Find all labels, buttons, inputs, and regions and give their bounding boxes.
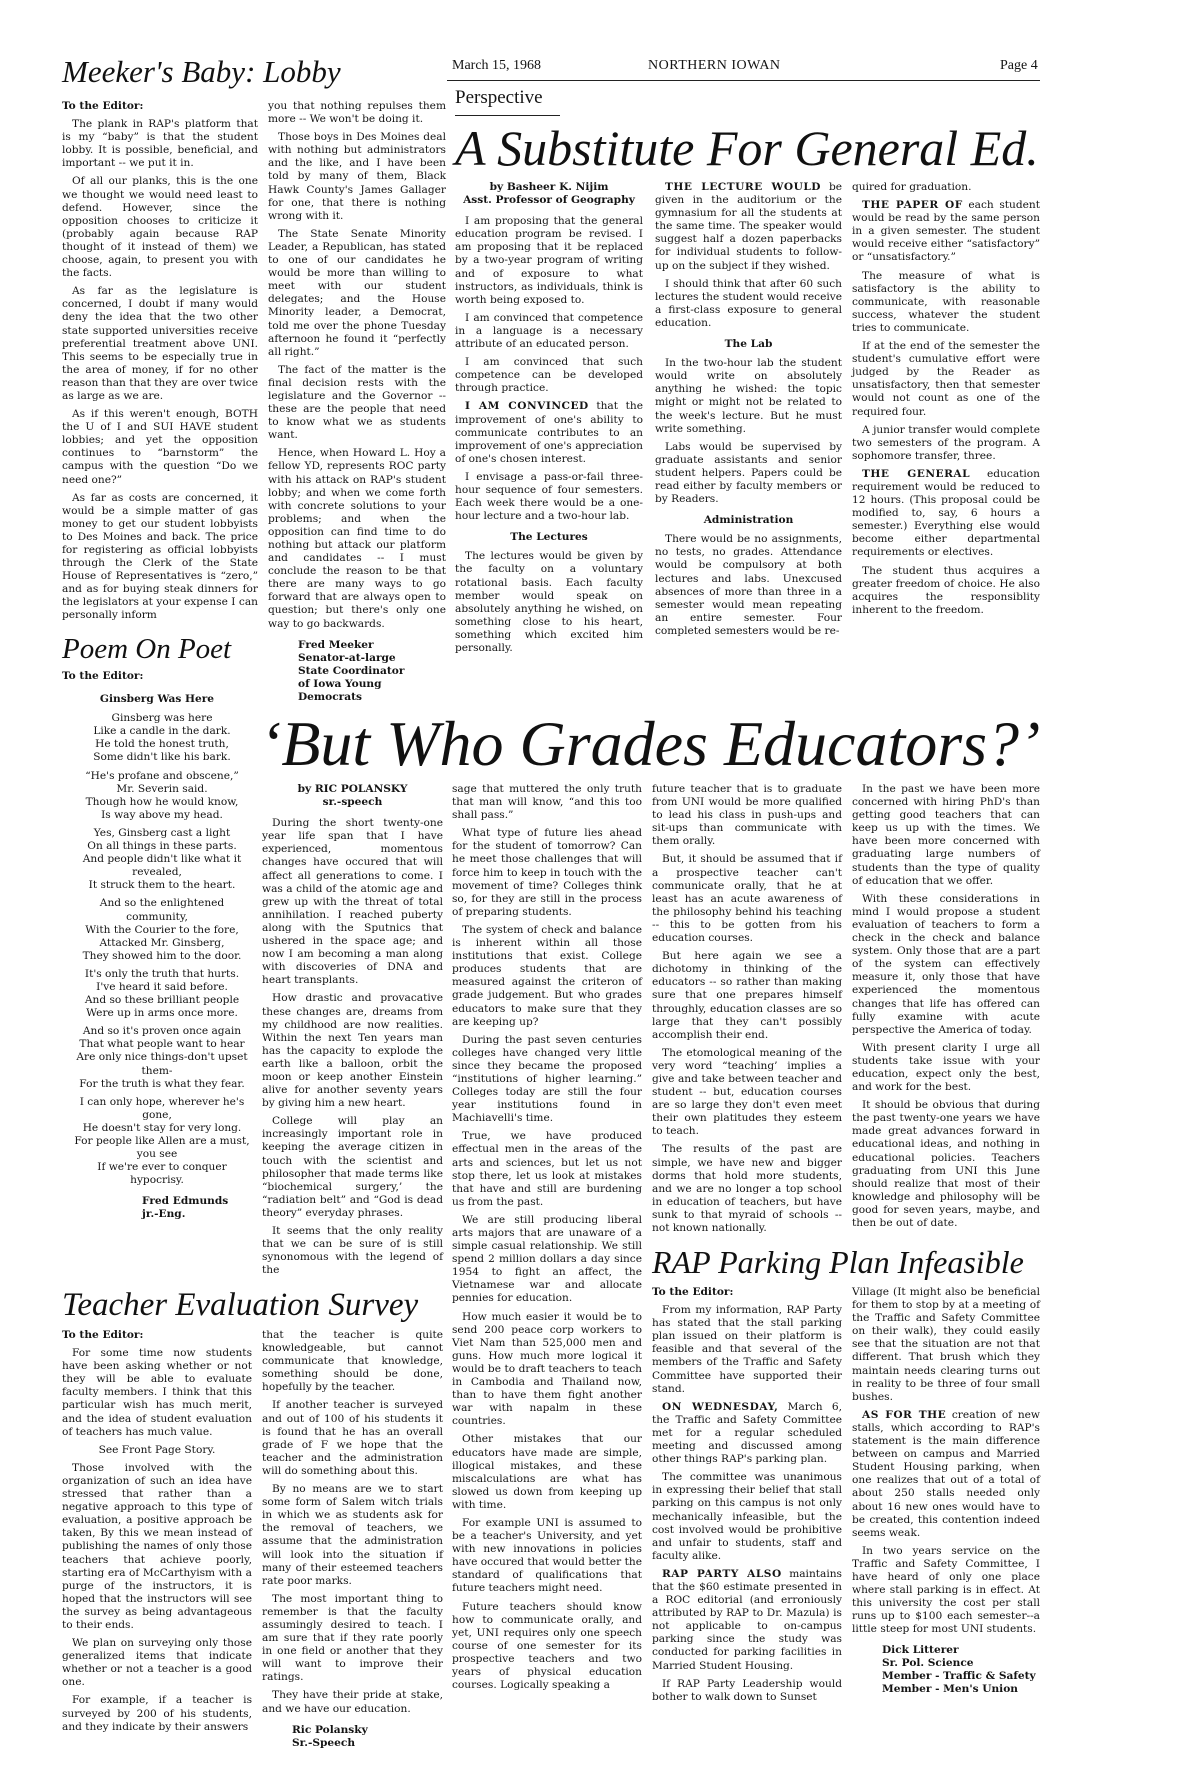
paragraph	[652, 1401, 842, 1466]
paragraph-text: be given in the auditorium or the gymnasium for all the students at the same time. The speaker would suggest half a dozen paperbacks for individual students to follow-up on the subject if they wished.	[655, 181, 842, 272]
poem-stanzas	[62, 712, 252, 1187]
poem-line: For people like Allen are a must, you see	[74, 1135, 250, 1161]
paragraph: If at the end of the semester the student's cumulative effort were judged by the Reader as unsatisfactory, then that semester would not count as one of the required four.	[852, 340, 1040, 418]
grades-column-1	[262, 783, 443, 1282]
paragraph-continued: Village (It might also be beneficial for them to stop by at a meeting of the Traffic and Safety Committee on their walk), they could easily see that the situation are not that different. That brush which they maintain needs clearing turns out in reality to be three of four small bushes.	[852, 1286, 1040, 1403]
poem-line: Like a candle in the dark.	[93, 725, 231, 738]
paragraph-text: creation of new stalls, which according to RAP's statement is the main difference between on campus and Married Student Housing parking, when one realizes that out of a total of about 250 stalls needed only about 16 new ones would have to be created, this contention indeed seems weak.	[852, 1408, 1040, 1539]
substitute-column-3	[852, 181, 1040, 622]
paragraph: In the past we have been more concerned with hiring PhD's than getting good teachers that can keep us up with the times. We have been more concerned with graduating large numbers of students than the type of quality of education that we offer.	[852, 783, 1040, 887]
paragraph: The etomological meaning of the very word “teaching’ implies a give and take between teacher and student -- but, education courses are so large they don't even meet their own platitudes they esteem to teach.	[652, 1046, 842, 1138]
paragraph-lead-in: THE GENERAL	[862, 467, 971, 480]
poem-stanza	[62, 968, 252, 1020]
substitute-column-1	[455, 181, 643, 660]
poem-line: Ginsberg was here	[111, 712, 213, 725]
paragraph-text: that the improvement of one's ability to communicate contributes to an improvement of one's appreciation of one's chosen interest.	[455, 400, 643, 465]
poem-stanza	[62, 1096, 252, 1188]
byline-line: by RIC POLANSKY	[297, 783, 408, 795]
poem-column	[62, 670, 252, 1221]
paragraph: During the short twenty-one year life span that I have experienced, momentous changes have occured that will affect all generations to come. I was a child of the atomic age and grew up with the threat of total annihilation. I reached puberty along with the Sputnics that ushered in the space age; and now I am becoming a man along with discoveries of DNA and heart transplants.	[262, 817, 443, 987]
paragraph: The fact of the matter is the final decision rests with the legislature and the Governor -- these are the people that need to know what we as students want.	[268, 363, 446, 442]
page-number: Page 4	[1000, 58, 1038, 73]
parking-column-2	[852, 1286, 1040, 1696]
meeker-column-2	[268, 100, 446, 704]
byline-line: Asst. Professor of Geography	[463, 194, 635, 207]
paragraph: I am convinced that such competence can be developed through practice.	[455, 356, 643, 395]
paragraph-lead-in: I AM CONVINCED	[465, 400, 589, 413]
substitute-headline: A Substitute For General Ed.	[455, 120, 1039, 176]
parking-column-1	[652, 1286, 842, 1709]
paragraph-continued: sage that muttered the only truth that man will know, “and this too shall pass.”	[452, 783, 642, 822]
paragraph: If RAP Party Leadership would bother to walk down to Sunset	[652, 1677, 842, 1703]
paragraph: They have their pride at stake, and we have our education.	[262, 1689, 443, 1715]
paragraph: In two years service on the Traffic and Safety Committee, I have heard of only one place where stall parking is in effect. At this university the cost per stall runs up to $100 each semester--a little steep for most UNI students.	[852, 1544, 1040, 1636]
poem-line: With the Courier to the fore,	[85, 923, 239, 936]
signature	[852, 1644, 1040, 1696]
paragraph: The State Senate Minority Leader, a Republican, has stated to one of our candidates he would be more than willing to meet with our student delegates; and the House Minority leader, a Democrat, told me over the phone Tuesday afternoon he found it “perfectly all right.”	[268, 227, 446, 358]
meeker-headline: Meeker's Baby: Lobby	[62, 54, 341, 89]
paragraph	[652, 1568, 842, 1673]
paragraph: In the two-hour lab the student would write on absolutely anything he wished: the topic might or might not be related to the week's lecture. But he must write something.	[655, 357, 842, 435]
poem-line: On all things in these parts.	[87, 840, 237, 853]
newspaper-name: NORTHERN IOWAN	[648, 58, 781, 73]
paragraph: It seems that the only reality that we can be sure of is still synonomous with the legend of the	[262, 1225, 443, 1277]
poem-signature	[62, 1195, 252, 1221]
grades-headline: ‘But Who Grades Educators?’	[260, 708, 1041, 779]
paragraph: The most important thing to remember is that the faculty assumingly desired to teach. I am sure that if they rate poorly in one field or another that they will want to improve their ratings.	[262, 1592, 443, 1684]
poem-line: Are only nice things-don't upset them-	[76, 1051, 248, 1077]
paragraph: Other mistakes that our educators have made are simple, illogical mistakes, and these miscalculations are what has slowed us down from keeping up with time.	[452, 1433, 642, 1511]
to-the-editor-label: To the Editor:	[652, 1286, 734, 1298]
paragraph: College will play an increasingly important role in keeping the average citizen in touch with the scientist and philosopher that made terms like “biochemical surgery,’ the “radiation belt” and “God is dead theory” everyday phrases.	[262, 1115, 443, 1219]
paragraph-lead-in: ON WEDNESDAY,	[662, 1400, 779, 1413]
poem-stanza	[62, 1025, 252, 1090]
subheading: The Lectures	[510, 531, 588, 544]
paragraph: It should be obvious that during the past twenty-one years we have made great advances forward in educational ideas, and nothing in educational policies. Teachers graduating from UNI this June should realize that most of their knowledge and philosophy will be good for seven years, maybe, and then be out of date.	[852, 1099, 1040, 1229]
paragraph-text: maintains that the $60 estimate presented in a ROC editorial (and erroniously attributed by RAP to Dr. Mazula) is not applicable to on-campus parking since the study was conducted for parking facilities in Married Student Housing.	[652, 1567, 842, 1672]
paragraph-lead-in: THE LECTURE WOULD	[665, 181, 821, 193]
centered-note: See Front Page Story.	[98, 1443, 216, 1456]
meeker-column-1	[62, 100, 258, 628]
paragraph	[852, 1409, 1040, 1540]
paragraph-continued: you that nothing repulses them more -- We won't be doing it.	[268, 100, 446, 126]
substitute-column-2	[655, 181, 842, 643]
paragraph: There would be no assignments, no tests, no grades. Attendance would be compulsory at both lectures and labs. Unexcused absences of more than three in a semester would mean repeating an entire semester. Four completed semesters would be re-	[655, 533, 842, 637]
poem-stanza	[62, 712, 252, 764]
paragraph	[655, 181, 842, 273]
poem-line: And so the enlightened community,	[99, 897, 225, 923]
paragraph: Labs would be supervised by graduate assistants and senior student helpers. Papers could be read either by faculty members or by Readers.	[655, 440, 842, 506]
paragraph-continued: quired for graduation.	[852, 181, 972, 193]
paragraph	[455, 400, 643, 465]
grades-column-4	[852, 783, 1040, 1235]
signature-line: Senator-at-large	[298, 651, 396, 664]
survey-column-2	[262, 1329, 443, 1750]
paragraph-text: March 6, the Traffic and Safety Committee met for a regular scheduled meeting and discussed among other things RAP's parking plan.	[652, 1400, 842, 1466]
paragraph: I should think that after 60 such lectures the student would receive a first-class exposure to general education.	[655, 277, 842, 329]
signature-line: Fred Edmunds	[142, 1195, 229, 1208]
paragraph: I envisage a pass-or-fail three-hour sequence of four semesters. Each week there would be a one-hour lecture and a two-hour lab.	[455, 470, 643, 523]
poem-title: Ginsberg Was Here	[99, 693, 215, 706]
signature-line: Sr. Pol. Science	[882, 1657, 974, 1670]
to-the-editor-label: To the Editor:	[62, 100, 144, 112]
signature-line: Dick Litterer	[882, 1644, 959, 1657]
paragraph: A junior transfer would complete two semesters of the program. A sophomore transfer, three.	[852, 423, 1040, 462]
signature	[262, 1724, 443, 1750]
paragraph: Those boys in Des Moines deal with nothing but administrators and the like, and I have been told by many of them, Black Hawk County's James Gallager for one, that there is nothing wrong with it.	[268, 131, 446, 222]
signature-line: State Coordinator	[298, 664, 405, 677]
byline-line: sr.-speech	[322, 796, 383, 809]
byline	[262, 783, 443, 809]
survey-column-1	[62, 1329, 252, 1739]
poem-line: And so it's proven once again	[82, 1025, 242, 1038]
poem-line: Some didn't like his bark.	[93, 751, 231, 764]
poem-line: He doesn't stay for very long.	[82, 1121, 242, 1134]
to-the-editor-label: To the Editor:	[62, 670, 144, 682]
paragraph: I am convinced that competence in a language is a necessary attribute of an educated person.	[455, 311, 643, 351]
paragraph: Hence, when Howard L. Hoy a fellow YD, represents ROC party with his attack on RAP's student lobby; and when we come forth with concrete solutions to your problems; and when the opposition can find time to do nothing but attack our platform and candidates -- I must conclude the reason to be that there are many ways to go forward that are always open to question; but there's only one way to go backwards.	[268, 447, 446, 630]
poem-line: It struck them to the heart.	[88, 879, 236, 892]
poem-line: And people didn't like what it revealed,	[82, 853, 242, 879]
paragraph: By no means are we to start some form of Salem witch trials in which we as students ask for the removal of teachers, we assume that the administration will look into the situation if many of their esteemed teachers rate poor marks.	[262, 1483, 443, 1587]
signature-line: Member - Traffic & Safety	[882, 1670, 1036, 1683]
section-rule	[455, 115, 560, 116]
poem-line: They showed him to the door.	[82, 949, 242, 962]
poem-stanza	[62, 827, 252, 892]
paragraph: We plan on surveying only those generalized items that indicate whether or not a teacher is a good one.	[62, 1637, 252, 1689]
paragraph: If another teacher is surveyed and out of 100 of his students it is found that he has an overall grade of F we hope that the teacher and the administration will do something about this.	[262, 1399, 443, 1477]
paragraph: The results of the past are simple, we have new and bigger dorms that hold more students, and we are no longer a top school in education of teachers, but have sunk to that myraid of schools -- not known nationally.	[652, 1143, 842, 1234]
paragraph	[852, 199, 1040, 264]
poem-line: Were up in arms once more.	[86, 1007, 238, 1020]
poem-line: I've heard it said before.	[96, 980, 228, 993]
poem-line: That what people want to hear	[79, 1038, 245, 1051]
paragraph: For some time now students have been asking whether or not they will be able to evaluate faculty members. I think that this particular wish has much merit, and the idea of student evaluation of teachers has much value.	[62, 1347, 252, 1438]
paragraph	[852, 468, 1040, 560]
paragraph: Future teachers should know how to communicate orally, and yet, UNI requires only one speech course of one semester for its prospective teachers and two years of physical education courses. Logically speaking a	[452, 1600, 642, 1692]
subheading: The Lab	[724, 338, 773, 351]
paragraph: As far as the legislature is concerned, I doubt if many would deny the idea that the two other state supported universities receive preferential treatment above UNI. This seems to be especially true in the area of money, if for no other reason than that they are over twice as large as we are.	[62, 285, 258, 402]
paragraph: True, we have produced effectual men in the areas of the arts and sciences, but let us not stop there, let us look at mistakes that have and still are burdening us from the past.	[452, 1130, 642, 1208]
signature-line: Fred Meeker	[298, 638, 374, 651]
paragraph: The student thus acquires a greater freedom of choice. He also acquires the responsiblity inherent to the freedom.	[852, 564, 1040, 616]
signature-line: Sr.-Speech	[292, 1736, 356, 1749]
poem-line: For the truth is what they fear.	[79, 1077, 245, 1090]
section-label: Perspective	[455, 87, 543, 108]
poem-headline: Poem On Poet	[62, 633, 232, 665]
poem-line: And so these brilliant people	[84, 994, 240, 1007]
paragraph-continued: that the teacher is quite knowledgeable, but cannot communicate that knowledge, something should be done, hopefully by the teacher.	[262, 1329, 443, 1394]
paragraph: But here again we see a dichotomy in thinking of the educators -- so rather than making sure that one prepares himself throughly, education classes are so large that they can't possibly accomplish their end.	[652, 950, 842, 1041]
paragraph: The measure of what is satisfactory is the ability to communicate, with reasonable success, whatever the student tries to communicate.	[852, 269, 1040, 334]
byline-line: by Basheer K. Nijim	[489, 181, 609, 193]
poem-stanza	[62, 770, 252, 822]
paragraph: We are still producing liberal arts majors that are unaware of a simple casual relationship. We still spend 2 million dollars a day since 1954 to fight an affect, the Vietnamese war and allocate pennies for education.	[452, 1213, 642, 1305]
signature-line: Ric Polansky	[292, 1723, 368, 1736]
paragraph: As if this weren't enough, BOTH the U of I and SUI HAVE student lobbies; and yet the opposition continues to “barnstorm” the campus with the question “Do we need one?”	[62, 408, 258, 486]
paragraph: For example UNI is assumed to be a teacher's University, and yet with new innovations in policies have occured that would better the standard of qualifications that future teachers might need.	[452, 1516, 642, 1595]
grades-column-2	[452, 783, 642, 1697]
poem-stanza	[62, 897, 252, 962]
paragraph: With present clarity I urge all students take issue with your education, expect only the best, and work for the best.	[852, 1041, 1040, 1094]
paragraph: The lectures would be given by the faculty on a voluntary rotational basis. Each faculty member would speak on absolutely anything he wished, on something close to his heart, something which excited him personally.	[455, 550, 643, 654]
poem-line: Mr. Severin said.	[116, 782, 208, 795]
poem-line: If we're ever to conquer hypocrisy.	[97, 1161, 227, 1187]
paragraph: For example, if a teacher is surveyed by 200 of his students, and they indicate by their answers	[62, 1694, 252, 1733]
paragraph: The committee was unanimous in expressing their belief that stall parking on this campus is not only mechanically infeasible, but the cost involved would be prohibitive and unfair to students, staff and faculty alike.	[652, 1471, 842, 1562]
paragraph: What type of future lies ahead for the student of tomorrow? Can he meet those challenges that will force him to keep in touch with the movement of time? Colleges think so, for they are still in the process of preparing students.	[452, 827, 642, 918]
grades-column-3	[652, 783, 842, 1240]
signature-line: of Iowa Young Democrats	[298, 677, 382, 703]
paragraph: Those involved with the organization of such an idea have stressed that rather than a negative approach to this type of evaluation, a positive approach be taken, By this we mean instead of publishing the names of only those teachers that achieve poorly, starting era of McCarthyism with a purge of the instructors, it is hoped that the instructors will see the survey as being advantageous to their ends.	[62, 1461, 252, 1631]
paragraph: I am proposing that the general education program be revised. I am proposing that it be replaced by a two-year program of writing and of exposure to what instructors, as individuals, think is worth being exposed to.	[455, 215, 643, 306]
paragraph-lead-in: RAP PARTY ALSO	[662, 1567, 782, 1580]
parking-headline: RAP Parking Plan Infeasible	[652, 1244, 1024, 1280]
paragraph: As far as costs are concerned, it would be a simple matter of gas money to get our student lobbyists to Des Moines and back. The price for registering as official lobbyists through the Clerk of the State House of Representatives is “zero,” and as for buying steak dinners for the legislators at your expense I can personally inform	[62, 491, 258, 622]
poem-line: Is way above my head.	[101, 808, 223, 821]
issue-date: March 15, 1968	[452, 58, 542, 73]
paragraph: The system of check and balance is inherent within all those institutions that exist. College produces students that are measured against the criteron of grade judgement. But who grades educators to make sure that they are keeping up?	[452, 923, 642, 1028]
poem-line: “He's profane and obscene,”	[85, 769, 239, 782]
poem-line: Though how he would know,	[85, 795, 239, 808]
paragraph: Of all our planks, this is the one we thought we would need least to defend. However, since the opposition chooses to criticize it (probably again because RAP thought of it instead of them) we choose, again, to present you with the facts.	[62, 175, 258, 280]
poem-line: It's only the truth that hurts.	[84, 967, 240, 980]
paragraph: How much easier it would be to send 200 peace corp workers to Viet Nam than 525,000 men and guns. How much more logical it would be to draft teachers to teach in Cambodia and Thailand now, than to have them fight another war with napalm in these countries.	[452, 1310, 642, 1428]
signature-line: jr.-Eng.	[142, 1208, 186, 1221]
byline	[455, 181, 643, 207]
survey-headline: Teacher Evaluation Survey	[62, 1287, 419, 1323]
poem-line: Yes, Ginsberg cast a light	[93, 826, 231, 839]
paragraph: The plank in RAP's platform that is my “baby” is that the student lobby. It is possible, beneficial, and important -- we put it in.	[62, 118, 258, 170]
poem-line: I can only hope, wherever he's gone,	[79, 1095, 245, 1121]
paragraph: How drastic and provacative these changes are, dreams from my childhood are now realities. Within the next Ten years man has the capacity to explode the earth like a balloon, orbit the moon or keep another Einstein alive for another seventy years by giving him a new heart.	[262, 992, 443, 1110]
paragraph-lead-in: AS FOR THE	[862, 1408, 947, 1421]
paragraph: With these considerations in mind I would propose a student evaluation of teachers to form a check in the check and balance system. Only those that are a part of the system can effectively measure it, only those that have experienced the momentous changes that life has offered can fully examine with acute perspective the America of today.	[852, 892, 1040, 1036]
paragraph: But, it should be assumed that if a prospective teacher can't communicate orally, that he at least has an acute awareness of the philosophy behind his teaching -- this to be gotten from his education courses.	[652, 853, 842, 945]
masthead-rule	[447, 80, 1040, 81]
poem-line: Attacked Mr. Ginsberg,	[99, 936, 225, 949]
subheading: Administration	[703, 514, 794, 527]
paragraph-lead-in: THE PAPER OF	[862, 199, 963, 212]
poem-line: He told the honest truth,	[95, 738, 229, 751]
to-the-editor-label: To the Editor:	[62, 1329, 144, 1341]
paragraph: During the past seven centuries colleges have changed very little since they became the proposed “institutions of higher learning.” Colleges today are still the four year institutions found in Machiavelli's time.	[452, 1033, 642, 1125]
signature	[268, 639, 446, 704]
signature-line: Member - Men's Union	[882, 1683, 1018, 1696]
paragraph-continued: future teacher that is to graduate from UNI would be more qualified to lead his class in push-ups and sit-ups than communicate with them orally.	[652, 783, 842, 848]
paragraph-text: each student would be read by the same person in a given semester. The student would receive either “satisfactory” or “unsatisfactory.”	[852, 199, 1040, 264]
paragraph: From my information, RAP Party has stated that the stall parking plan issued on their platform is feasible and that several of the members of the Traffic and Safety Committee have supported their stand.	[652, 1304, 842, 1395]
paragraph-text: education requirement would be reduced to 12 hours. (This proposal could be modified to, say, 6 hours a semester.) Everything else would become either departmental requirements or electives.	[852, 467, 1040, 559]
